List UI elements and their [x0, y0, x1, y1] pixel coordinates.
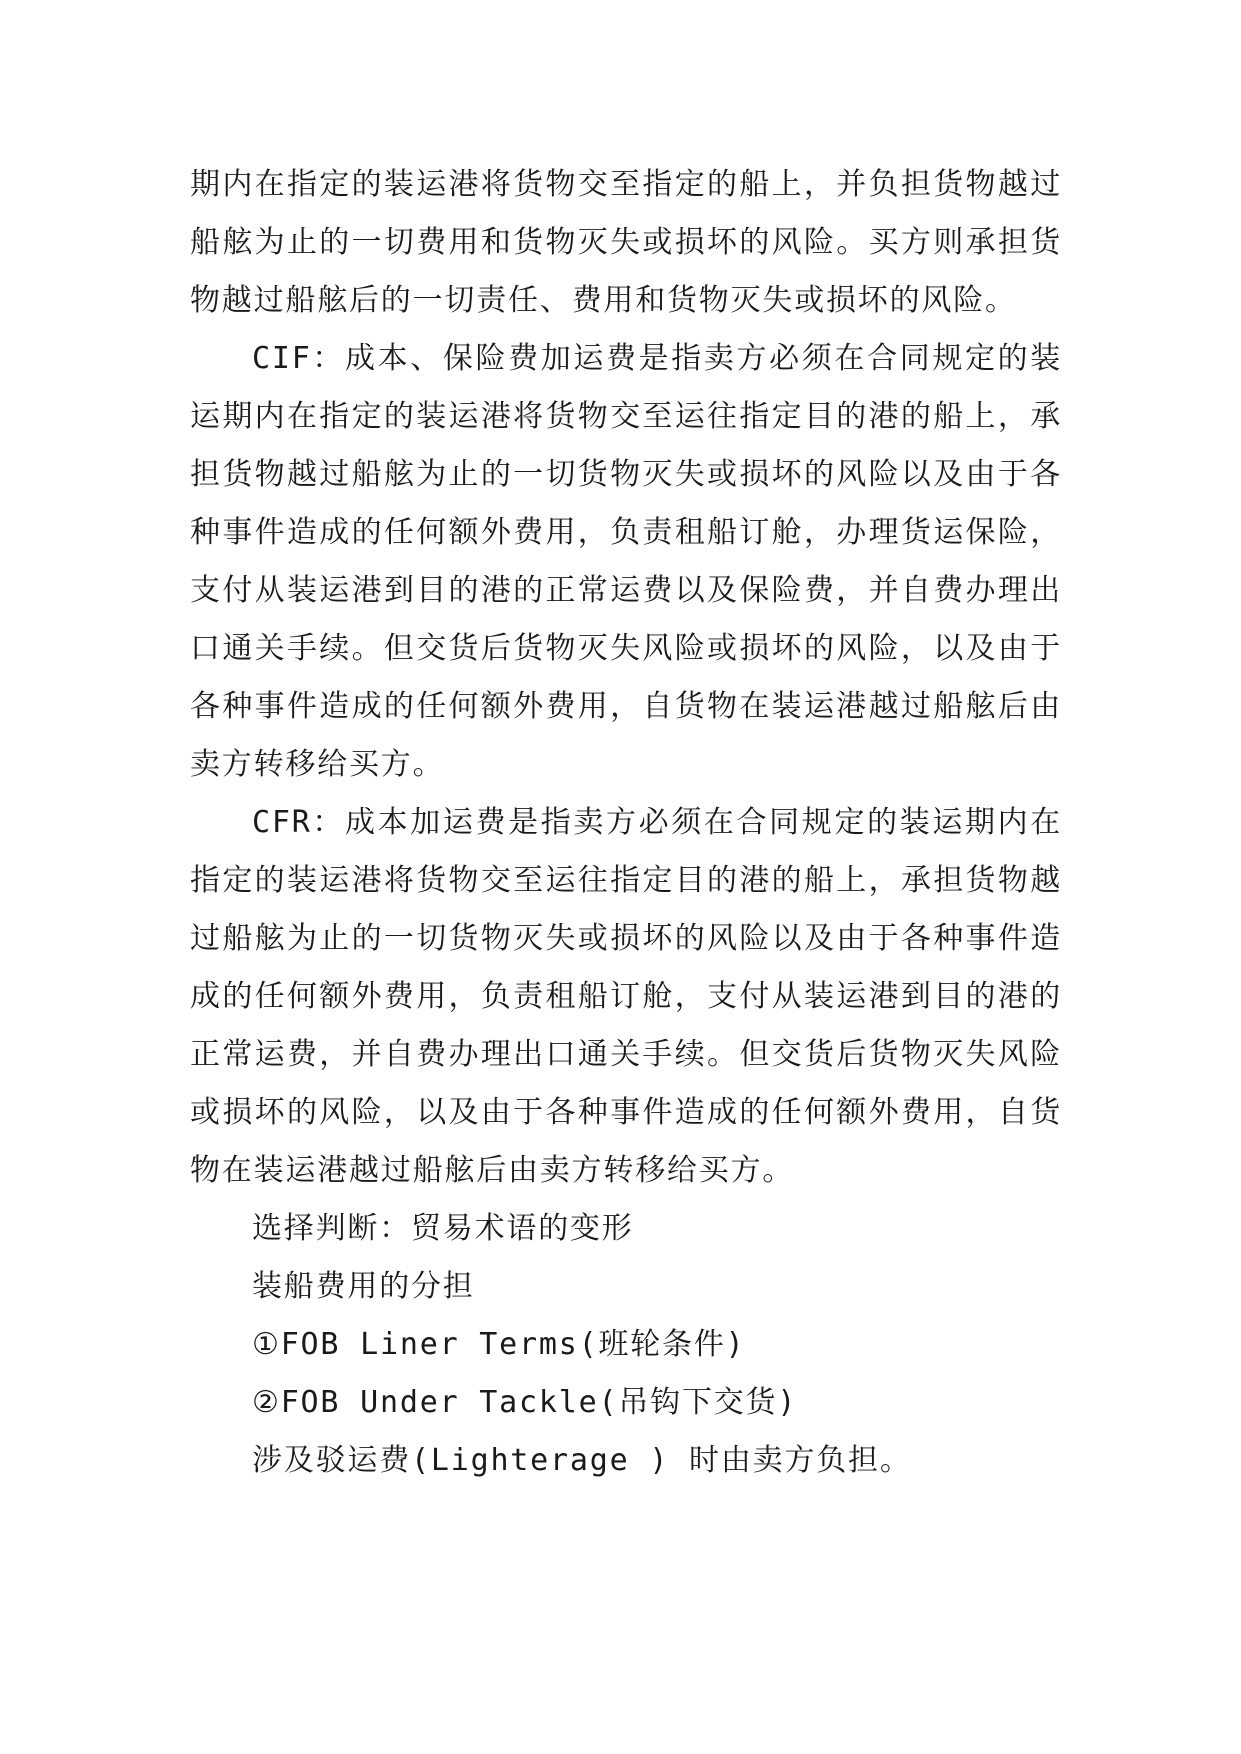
document-body — [190, 156, 1062, 1490]
line-fob-under-tackle: ②FOB Under Tackle(吊钩下交货) — [252, 1385, 798, 1420]
paragraph-cfr: CFR：成本加运费是指卖方必须在合同规定的装运期内在指定的装运港将货物交至运往指定目的港的船上，承担货物越过船舷为止的一切货物灭失或损坏的风险以及由于各种事件造成的任何额外费用，负责租船订舱，支付从装运港到目的港的正常运费，并自费办理出口通关手续。但交货后货物灭失风险或损坏的风险，以及由于各种事件造成的任何额外费用，自货物在装运港越过船舷后由卖方转移给买方。 — [190, 805, 1062, 1188]
line-lighterage: 涉及驳运费(Lighterage ) 时由卖方负担。 — [252, 1443, 912, 1478]
paragraph-fob-continued: 期内在指定的装运港将货物交至指定的船上，并负担货物越过船舷为止的一切费用和货物灭失或损坏的风险。买方则承担货物越过船舷后的一切责任、费用和货物灭失或损坏的风险。 — [190, 167, 1062, 318]
line-fob-liner-terms: ①FOB Liner Terms(班轮条件) — [252, 1327, 746, 1362]
paragraph-cif: CIF：成本、保险费加运费是指卖方必须在合同规定的装运期内在指定的装运港将货物交至运往指定目的港的船上，承担货物越过船舷为止的一切货物灭失或损坏的风险以及由于各种事件造成的任何额外费用，负责租船订舱，办理货运保险，支付从装运港到目的港的正常运费以及保险费，并自费办理出口通关手续。但交货后货物灭失风险或损坏的风险，以及由于各种事件造成的任何额外费用，自货物在装运港越过船舷后由卖方转移给买方。 — [190, 341, 1062, 782]
line-loading-cost: 装船费用的分担 — [252, 1269, 475, 1304]
line-choice-judgment: 选择判断：贸易术语的变形 — [252, 1211, 634, 1246]
